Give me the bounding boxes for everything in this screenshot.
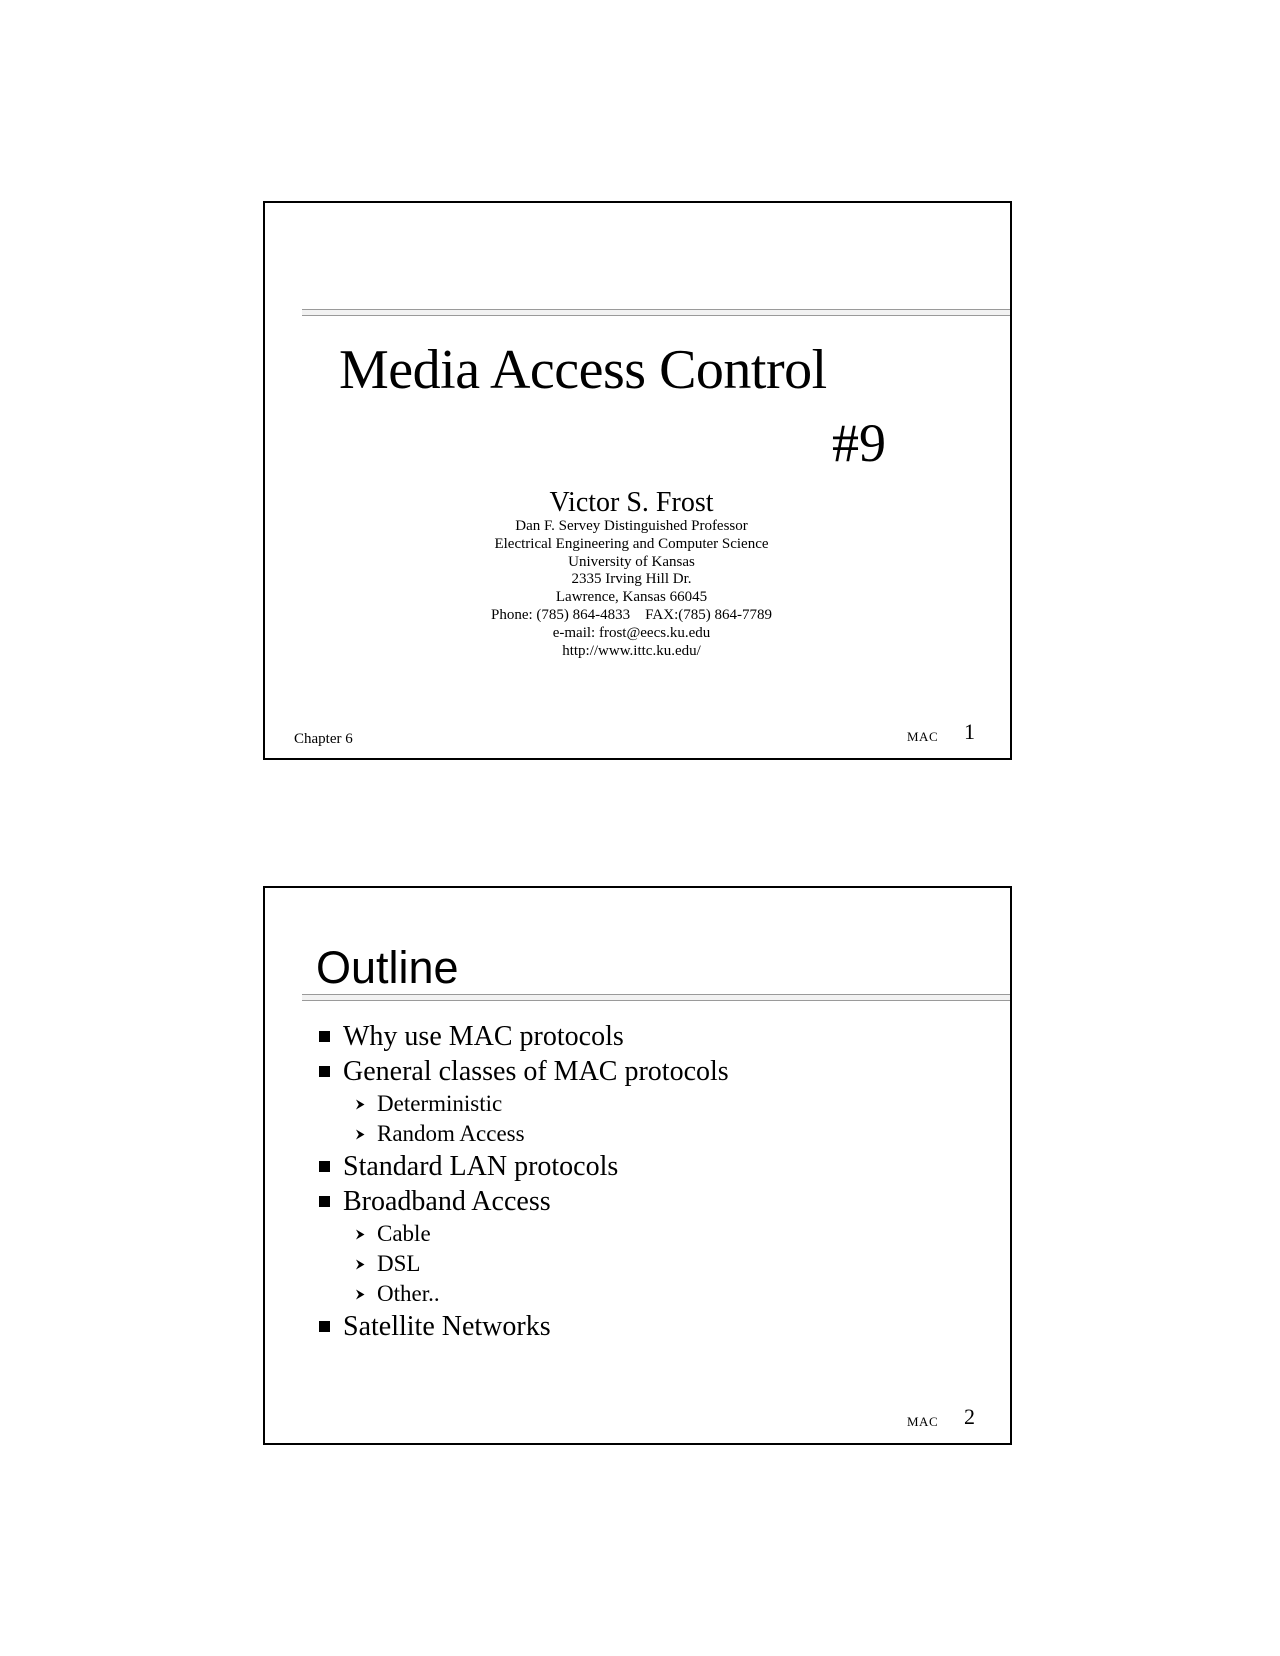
- footer-chapter: Chapter 6: [294, 731, 353, 747]
- outline-subitem: [317, 1119, 729, 1149]
- author-detail: Dan F. Servey Distinguished Professor: [515, 518, 748, 534]
- author-url: http://www.ittc.ku.edu/: [562, 642, 701, 659]
- square-bullet-icon: [319, 1196, 330, 1207]
- outline-item: [317, 1019, 729, 1054]
- author-block: [265, 488, 1010, 660]
- arrowhead-bullet-icon: [355, 1289, 365, 1300]
- outline-item-text: Standard LAN protocols: [343, 1151, 619, 1182]
- footer-mac: MAC: [907, 1414, 939, 1429]
- outline-item: [317, 1149, 729, 1184]
- slide-1: [263, 201, 1012, 760]
- author-detail: 2335 Irving Hill Dr.: [571, 571, 692, 588]
- author-name: Victor S. Frost: [549, 487, 714, 518]
- outline-item-text: Cable: [377, 1221, 431, 1246]
- slide-title: Outline: [316, 942, 459, 993]
- outline-item-text: Why use MAC protocols: [343, 1021, 624, 1052]
- author-detail: University of Kansas: [568, 553, 695, 570]
- author-detail: Lawrence, Kansas 66045: [555, 589, 708, 606]
- arrowhead-bullet-icon: [355, 1229, 365, 1240]
- slide-2: [263, 886, 1012, 1445]
- outline-subitem: [317, 1089, 729, 1119]
- outline-item-text: Deterministic: [377, 1091, 503, 1116]
- outline-item-text: Random Access: [377, 1121, 525, 1146]
- outline-item-text: Satellite Networks: [343, 1311, 551, 1342]
- slide-title-number: #9: [832, 413, 886, 473]
- slide-title: Media Access Control: [339, 339, 827, 401]
- square-bullet-icon: [319, 1161, 330, 1172]
- slide-number: 1: [964, 719, 975, 744]
- outline-list: [317, 1019, 729, 1344]
- outline-item: [317, 1184, 729, 1219]
- outline-item: [317, 1054, 729, 1089]
- outline-subitem: [317, 1279, 729, 1309]
- author-email: e-mail: frost@eecs.ku.edu: [552, 624, 711, 641]
- author-phone: Phone: (785) 864-4833 FAX:(785) 864-7789: [491, 606, 772, 623]
- outline-item-text: DSL: [377, 1251, 421, 1276]
- footer-mac: MAC: [907, 729, 939, 744]
- title-rule: [302, 309, 1010, 316]
- slide-number: 2: [964, 1404, 975, 1429]
- arrowhead-bullet-icon: [355, 1099, 365, 1110]
- author-detail: Electrical Engineering and Computer Science: [494, 535, 769, 552]
- outline-subitem: [317, 1219, 729, 1249]
- arrowhead-bullet-icon: [355, 1259, 365, 1270]
- outline-item-text: Other..: [377, 1281, 440, 1306]
- square-bullet-icon: [319, 1031, 330, 1042]
- title-rule: [302, 994, 1010, 1001]
- outline-item-text: Broadband Access: [343, 1186, 551, 1217]
- arrowhead-bullet-icon: [355, 1129, 365, 1140]
- outline-item-text: General classes of MAC protocols: [343, 1056, 729, 1087]
- square-bullet-icon: [319, 1321, 330, 1332]
- outline-subitem: [317, 1249, 729, 1279]
- square-bullet-icon: [319, 1066, 330, 1077]
- outline-item: [317, 1309, 729, 1344]
